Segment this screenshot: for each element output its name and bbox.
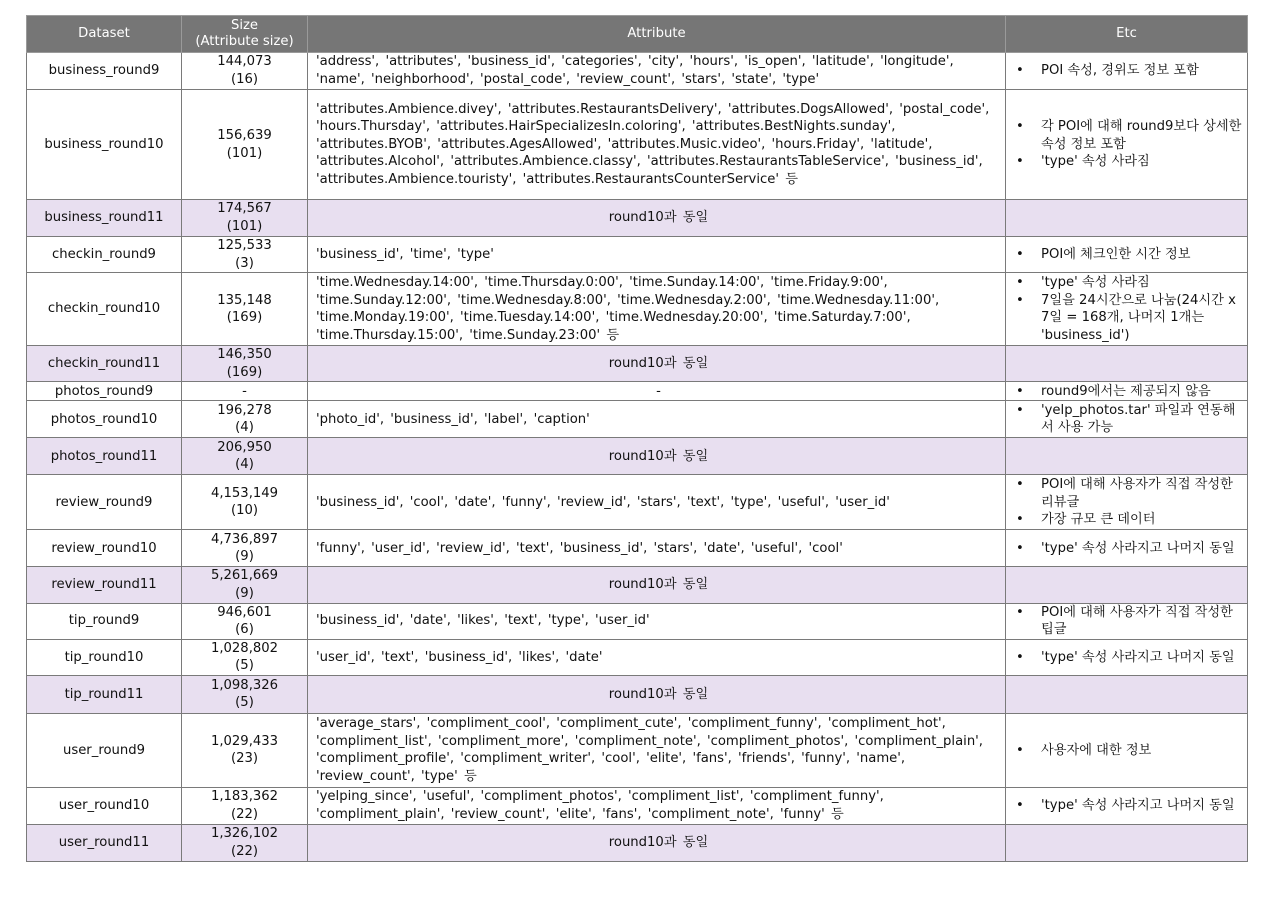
size-cell bbox=[182, 787, 308, 824]
header-size-line2: (Attribute size) bbox=[195, 34, 294, 49]
attribute-cell: 'business_id', 'date', 'likes', 'text', 'type', 'user_id' bbox=[308, 603, 1006, 639]
record-count: 1,098,326 bbox=[210, 677, 279, 693]
etc-cell bbox=[1006, 567, 1248, 603]
record-count: 1,183,362 bbox=[210, 789, 279, 805]
attribute-cell: - bbox=[308, 382, 1006, 401]
table-row bbox=[27, 530, 1248, 567]
size-cell bbox=[182, 200, 308, 237]
attribute-cell: round10과 동일 bbox=[308, 675, 1006, 713]
size-cell bbox=[182, 713, 308, 787]
attribute-cell: 'business_id', 'time', 'type' bbox=[308, 237, 1006, 273]
table-row bbox=[27, 567, 1248, 603]
dataset-name-cell: business_round11 bbox=[27, 200, 182, 237]
size-cell bbox=[182, 639, 308, 675]
record-count: 5,261,669 bbox=[210, 568, 279, 584]
table-header-row bbox=[27, 16, 1248, 53]
etc-note-item: • 'type' 속성 사라지고 나머지 동일 bbox=[1010, 540, 1243, 558]
attribute-count: (101) bbox=[226, 219, 263, 234]
table-body bbox=[27, 53, 1248, 862]
table-row bbox=[27, 438, 1248, 475]
dataset-name-cell: business_round10 bbox=[27, 90, 182, 200]
table-row bbox=[27, 273, 1248, 346]
etc-note-list bbox=[1010, 118, 1243, 171]
size-cell bbox=[182, 824, 308, 861]
attribute-count: (3) bbox=[235, 255, 254, 271]
record-count: 156,639 bbox=[217, 127, 272, 143]
header-attribute: Attribute bbox=[308, 16, 1006, 53]
table-row bbox=[27, 346, 1248, 382]
dataset-name-cell: review_round11 bbox=[27, 567, 182, 603]
attribute-count: (4) bbox=[235, 457, 254, 473]
etc-note-list bbox=[1010, 540, 1243, 558]
size-cell bbox=[182, 237, 308, 273]
record-count: 4,153,149 bbox=[210, 485, 279, 501]
etc-cell bbox=[1006, 200, 1248, 237]
dataset-name-cell: checkin_round11 bbox=[27, 346, 182, 382]
attribute-count: (16) bbox=[230, 72, 259, 87]
dataset-name-cell: user_round9 bbox=[27, 713, 182, 787]
size-cell bbox=[182, 438, 308, 475]
attribute-count: (6) bbox=[235, 622, 254, 638]
attribute-cell: 'funny', 'user_id', 'review_id', 'text', 'business_id', 'stars', 'date', 'useful', 'cool' bbox=[308, 530, 1006, 567]
dataset-name-cell: photos_round10 bbox=[27, 401, 182, 438]
etc-note-list bbox=[1010, 604, 1243, 639]
dataset-name-cell: review_round9 bbox=[27, 475, 182, 530]
dataset-name-cell: user_round10 bbox=[27, 787, 182, 824]
attribute-cell: round10과 동일 bbox=[308, 567, 1006, 603]
size-cell bbox=[182, 530, 308, 567]
table-row bbox=[27, 401, 1248, 438]
attribute-count: (23) bbox=[230, 751, 259, 767]
attribute-count: (9) bbox=[235, 585, 254, 601]
etc-cell bbox=[1006, 273, 1248, 346]
record-count: 206,950 bbox=[217, 439, 272, 455]
etc-note-item: • POI에 대해 사용자가 직접 작성한 리뷰글 bbox=[1010, 476, 1243, 511]
etc-note-list bbox=[1010, 62, 1243, 80]
etc-note-list bbox=[1010, 797, 1243, 815]
table-row bbox=[27, 639, 1248, 675]
size-cell bbox=[182, 346, 308, 382]
dataset-name-cell: checkin_round10 bbox=[27, 273, 182, 346]
etc-note-item: • POI에 대해 사용자가 직접 작성한 팁글 bbox=[1010, 604, 1243, 639]
attribute-cell: 'attributes.Ambience.divey', 'attributes.RestaurantsDelivery', 'attributes.DogsAllowed', 'postal_code', 'hours.Thursday', 'attributes.HairSpecializesIn.coloring', 'attributes.BestNights.sunday', 'attributes.BYOB', 'attributes.AgesAllowed', 'attributes.Music.video', 'hours.Friday', 'latitude', 'attributes.Alcohol', 'attributes.Ambience.classy', 'attributes.RestaurantsTableService', 'business_id', 'attributes.Ambience.touristy', 'attributes.RestaurantsCounterService' 등 bbox=[308, 90, 1006, 200]
attribute-cell: 'business_id', 'cool', 'date', 'funny', 'review_id', 'stars', 'text', 'type', 'useful', 'user_id' bbox=[308, 475, 1006, 530]
attribute-cell: round10과 동일 bbox=[308, 824, 1006, 861]
table-row bbox=[27, 475, 1248, 530]
dataset-name-cell: tip_round9 bbox=[27, 603, 182, 639]
etc-note-item: • 각 POI에 대해 round9보다 상세한 속성 정보 포함 bbox=[1010, 118, 1243, 153]
record-count: 135,148 bbox=[217, 292, 272, 308]
attribute-count: (22) bbox=[230, 806, 259, 822]
record-count: 1,326,102 bbox=[210, 826, 279, 842]
size-cell bbox=[182, 53, 308, 90]
etc-note-item: • 'type' 속성 사라짐 bbox=[1010, 153, 1243, 171]
attribute-count: (5) bbox=[235, 695, 254, 711]
etc-note-list bbox=[1010, 383, 1243, 401]
etc-note-list bbox=[1010, 742, 1243, 760]
size-cell bbox=[182, 273, 308, 346]
dataset-name-cell: user_round11 bbox=[27, 824, 182, 861]
size-cell bbox=[182, 382, 308, 401]
etc-note-item: • 사용자에 대한 정보 bbox=[1010, 742, 1243, 760]
record-count: 196,278 bbox=[217, 402, 272, 418]
etc-cell bbox=[1006, 639, 1248, 675]
dataset-name-cell: photos_round9 bbox=[27, 382, 182, 401]
etc-cell bbox=[1006, 382, 1248, 401]
attribute-count: (10) bbox=[230, 503, 259, 519]
table-row bbox=[27, 53, 1248, 90]
etc-cell bbox=[1006, 603, 1248, 639]
dataset-name-cell: business_round9 bbox=[27, 53, 182, 90]
size-cell bbox=[182, 475, 308, 530]
record-count: 946,601 bbox=[217, 604, 272, 620]
attribute-count: (101) bbox=[226, 145, 263, 161]
attribute-count: (4) bbox=[235, 420, 254, 436]
etc-cell bbox=[1006, 346, 1248, 382]
etc-note-item: • round9에서는 제공되지 않음 bbox=[1010, 383, 1243, 401]
etc-note-list bbox=[1010, 402, 1243, 437]
attribute-count: (9) bbox=[235, 549, 254, 565]
etc-note-item: • 7일을 24시간으로 나눔(24시간 x 7일 = 168개, 나머지 1개는 'business_id') bbox=[1010, 292, 1243, 345]
record-count: 125,533 bbox=[217, 238, 272, 253]
attribute-cell: 'yelping_since', 'useful', 'compliment_photos', 'compliment_list', 'compliment_funny', 'compliment_plain', 'review_count', 'elite', 'fans', 'compliment_note', 'funny' 등 bbox=[308, 787, 1006, 824]
table-row bbox=[27, 713, 1248, 787]
etc-cell bbox=[1006, 438, 1248, 475]
etc-cell bbox=[1006, 824, 1248, 861]
size-cell bbox=[182, 401, 308, 438]
etc-note-item: • 'type' 속성 사라짐 bbox=[1010, 274, 1243, 292]
etc-cell bbox=[1006, 675, 1248, 713]
etc-cell bbox=[1006, 53, 1248, 90]
size-cell bbox=[182, 90, 308, 200]
attribute-count: (169) bbox=[226, 310, 263, 326]
etc-cell bbox=[1006, 401, 1248, 438]
record-count: 4,736,897 bbox=[210, 531, 279, 547]
size-cell bbox=[182, 603, 308, 639]
record-count: 1,028,802 bbox=[210, 640, 279, 656]
table-row bbox=[27, 824, 1248, 861]
header-size-line1: Size bbox=[230, 18, 259, 33]
table-row bbox=[27, 787, 1248, 824]
header-etc: Etc bbox=[1006, 16, 1248, 53]
dataset-name-cell: tip_round11 bbox=[27, 675, 182, 713]
table-row bbox=[27, 603, 1248, 639]
etc-note-item: • 가장 규모 큰 데이터 bbox=[1010, 511, 1243, 529]
dataset-table bbox=[26, 15, 1248, 862]
etc-note-item: • 'yelp_photos.tar' 파일과 연동해서 사용 가능 bbox=[1010, 402, 1243, 437]
attribute-cell: round10과 동일 bbox=[308, 438, 1006, 475]
etc-note-list bbox=[1010, 649, 1243, 667]
attribute-count: (5) bbox=[235, 658, 254, 674]
etc-cell bbox=[1006, 237, 1248, 273]
size-cell bbox=[182, 567, 308, 603]
table-row bbox=[27, 200, 1248, 237]
etc-note-item: • 'type' 속성 사라지고 나머지 동일 bbox=[1010, 797, 1243, 815]
record-count: 174,567 bbox=[217, 201, 272, 217]
dataset-name-cell: tip_round10 bbox=[27, 639, 182, 675]
attribute-cell: round10과 동일 bbox=[308, 200, 1006, 237]
etc-cell bbox=[1006, 530, 1248, 567]
size-cell bbox=[182, 675, 308, 713]
table-row bbox=[27, 237, 1248, 273]
etc-cell bbox=[1006, 475, 1248, 530]
attribute-cell: 'time.Wednesday.14:00', 'time.Thursday.0:00', 'time.Sunday.14:00', 'time.Friday.9:00', 'time.Sunday.12:00', 'time.Wednesday.8:00', 'time.Wednesday.2:00', 'time.Wednesday.11:00', 'time.Monday.19:00', 'time.Tuesday.14:00', 'time.Wednesday.20:00', 'time.Saturday.7:00', 'time.Thursday.15:00', 'time.Sunday.23:00' 등 bbox=[308, 273, 1006, 346]
record-count: 146,350 bbox=[217, 347, 272, 363]
etc-note-item: • POI 속성, 경위도 정보 포함 bbox=[1010, 62, 1243, 80]
dataset-name-cell: review_round10 bbox=[27, 530, 182, 567]
attribute-count: (22) bbox=[230, 843, 259, 859]
etc-note-list bbox=[1010, 274, 1243, 344]
etc-note-item: • 'type' 속성 사라지고 나머지 동일 bbox=[1010, 649, 1243, 667]
attribute-cell: 'address', 'attributes', 'business_id', 'categories', 'city', 'hours', 'is_open', 'latitude', 'longitude', 'name', 'neighborhood', 'postal_code', 'review_count', 'stars', 'state', 'type' bbox=[308, 53, 1006, 90]
attribute-count: (169) bbox=[226, 364, 263, 380]
etc-cell bbox=[1006, 787, 1248, 824]
attribute-cell: 'photo_id', 'business_id', 'label', 'caption' bbox=[308, 401, 1006, 438]
table-row bbox=[27, 382, 1248, 401]
record-count: - bbox=[242, 383, 247, 399]
etc-note-list bbox=[1010, 476, 1243, 529]
attribute-cell: 'average_stars', 'compliment_cool', 'compliment_cute', 'compliment_funny', 'compliment_hot', 'compliment_list', 'compliment_more', 'compliment_note', 'compliment_photos', 'compliment_plain', 'compliment_profile', 'compliment_writer', 'cool', 'elite', 'fans', 'friends', 'funny', 'name', 'review_count', 'type' 등 bbox=[308, 713, 1006, 787]
attribute-cell: 'user_id', 'text', 'business_id', 'likes', 'date' bbox=[308, 639, 1006, 675]
dataset-table-container bbox=[26, 15, 1247, 862]
record-count: 144,073 bbox=[217, 54, 272, 70]
etc-cell bbox=[1006, 90, 1248, 200]
record-count: 1,029,433 bbox=[210, 733, 279, 749]
table-row bbox=[27, 675, 1248, 713]
etc-note-list bbox=[1010, 246, 1243, 264]
attribute-cell: round10과 동일 bbox=[308, 346, 1006, 382]
etc-note-item: • POI에 체크인한 시간 정보 bbox=[1010, 246, 1243, 264]
header-dataset: Dataset bbox=[27, 16, 182, 53]
table-row bbox=[27, 90, 1248, 200]
header-size bbox=[182, 16, 308, 53]
dataset-name-cell: checkin_round9 bbox=[27, 237, 182, 273]
etc-cell bbox=[1006, 713, 1248, 787]
dataset-name-cell: photos_round11 bbox=[27, 438, 182, 475]
